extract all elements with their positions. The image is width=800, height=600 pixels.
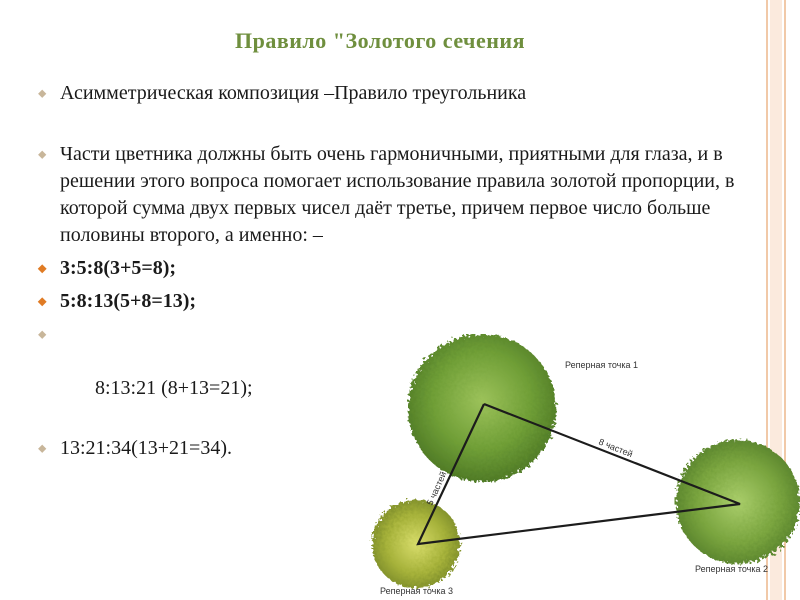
ratio-item — [36, 288, 766, 315]
bullet-icon: ⬥ — [38, 86, 47, 100]
list-item — [36, 141, 766, 249]
ratio-text: 13:21:34(13+21=34). — [60, 437, 232, 459]
item-text: Асимметрическая композиция –Правило треугольника — [60, 82, 527, 104]
point3-label: Реперная точка 3 — [380, 586, 454, 596]
triangle-diagram — [360, 334, 800, 600]
bullet-icon: ⬥ — [38, 261, 47, 275]
ratio-text: 3:5:8(3+5=8); — [60, 257, 177, 279]
side-8-label: 8 частей — [597, 436, 635, 460]
bullet-icon: ⬥ — [38, 147, 47, 161]
ratio-text: 8:13:21 (8+13=21); — [90, 377, 253, 399]
point1-label: Реперная точка 1 — [565, 360, 639, 370]
list-item — [36, 80, 766, 107]
ratio-item — [36, 255, 766, 282]
bullet-icon: ⬥ — [38, 294, 47, 308]
item-text: Части цветника должны быть очень гармоничными, приятными для глаза, и в решении этого вопроса помогает использование правила золотой пропорции, в которой сумма двух первых чисел даёт третье, причем первое число больше половины второго, а именно: – — [60, 143, 735, 246]
bullet-icon: ⬥ — [38, 441, 47, 455]
ratio-text: 5:8:13(5+8=13); — [60, 290, 197, 312]
shrub-2 — [676, 440, 800, 564]
side-5-label: 5 частей — [424, 470, 449, 507]
triangle-illustration — [360, 334, 800, 600]
bullet-icon: ⬥ — [38, 327, 47, 341]
slide-title: Правило "Золотого сечения — [235, 28, 525, 53]
point2-label: Реперная точка 2 — [695, 564, 769, 574]
shrub-3 — [372, 500, 460, 588]
